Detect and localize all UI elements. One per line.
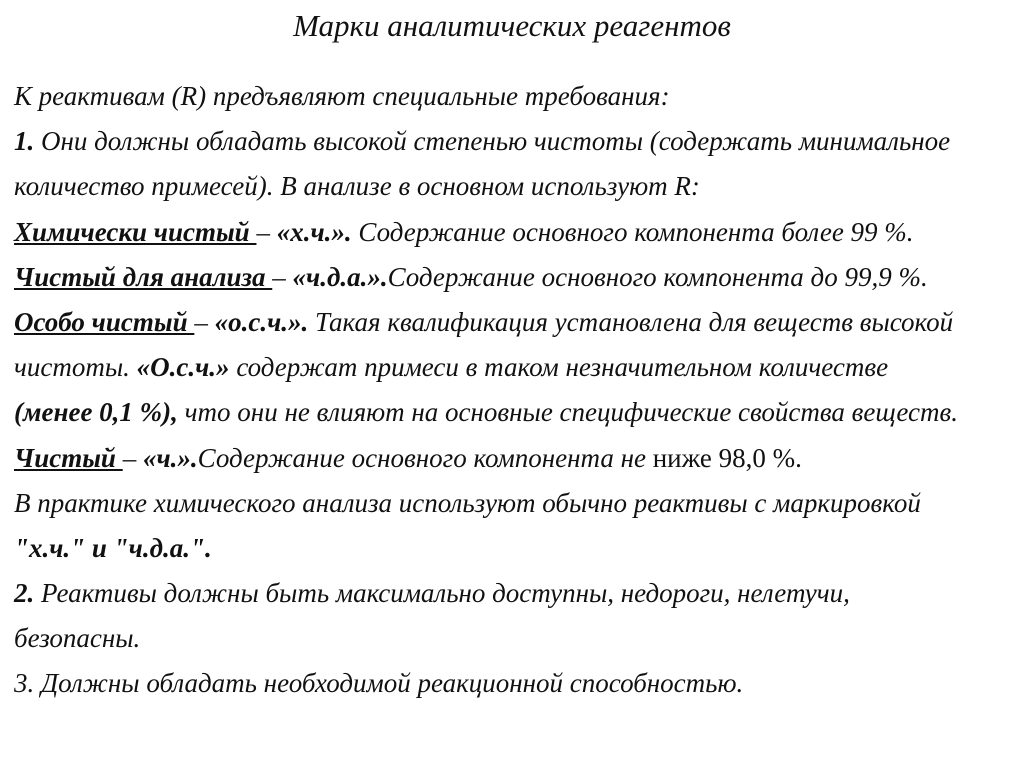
grade-osch-cont: [14, 345, 1019, 390]
impurity-limit: (менее 0,1 %),: [14, 397, 178, 428]
text: содержат примеси в таком незначительном количестве: [229, 352, 889, 383]
requirement-3: 3. Должны обладать необходимой реакционной способностью.: [14, 668, 744, 699]
text: Реактивы должны быть максимально доступны, недороги, нелетучи,: [34, 578, 850, 609]
slide-body: [14, 74, 1019, 707]
dash: –: [194, 306, 215, 337]
grade-text: Такая квалификация установлена для веществ высокой: [308, 306, 954, 337]
grade-text: Содержание основного компонента более 99 %.: [351, 216, 914, 247]
grade-term: Чистый: [14, 442, 123, 473]
requirement-2-cont: безопасны.: [14, 623, 141, 654]
text: что они не влияют на основные специфические свойства веществ.: [177, 397, 959, 428]
item-number: 2.: [14, 578, 35, 609]
grade-abbr: «О.с.ч.»: [136, 352, 230, 383]
grade-term: Особо чистый: [14, 306, 195, 337]
text: Они должны обладать высокой степенью чистоты (содержать минимальное: [34, 126, 951, 157]
grade-ch: [14, 436, 1019, 481]
requirement-2: [14, 571, 1019, 616]
grade-text-upright: ниже 98,0 %.: [645, 442, 802, 473]
grade-chda: [14, 255, 1019, 300]
intro-line: К реактивам (R) предъявляют специальные требования:: [14, 81, 670, 111]
grade-abbr: «х.ч.».: [276, 216, 352, 247]
item-number: 1.: [14, 126, 35, 157]
grade-term: Чистый для анализа: [14, 261, 273, 292]
requirement-1-cont: количество примесей). В анализе в основном используют R:: [14, 171, 700, 202]
grade-osch: [14, 300, 1019, 345]
dash: –: [272, 261, 293, 292]
practice-line: В практике химического анализа используют обычно реактивы с маркировкой: [14, 487, 921, 518]
slide-title: Марки аналитических реагентов: [293, 8, 731, 43]
grade-hch: [14, 210, 1019, 255]
grade-osch-cont2: [14, 390, 1019, 435]
grade-text: Содержание основного компонента до 99,9 %.: [387, 261, 928, 292]
dash: –: [122, 442, 143, 473]
requirement-1: [14, 119, 1019, 164]
grade-abbr: «ч.д.а.».: [292, 261, 388, 292]
text: чистоты.: [14, 352, 137, 383]
dash: –: [256, 216, 277, 247]
practice-line-cont: [14, 526, 1019, 571]
grade-term: Химически чистый: [14, 216, 257, 247]
grade-text: Содержание основного компонента не: [197, 442, 646, 473]
grade-abbr: «ч.».: [142, 442, 198, 473]
grade-marks: "х.ч." и "ч.д.а.".: [14, 532, 212, 563]
grade-abbr: «о.с.ч.».: [214, 306, 309, 337]
